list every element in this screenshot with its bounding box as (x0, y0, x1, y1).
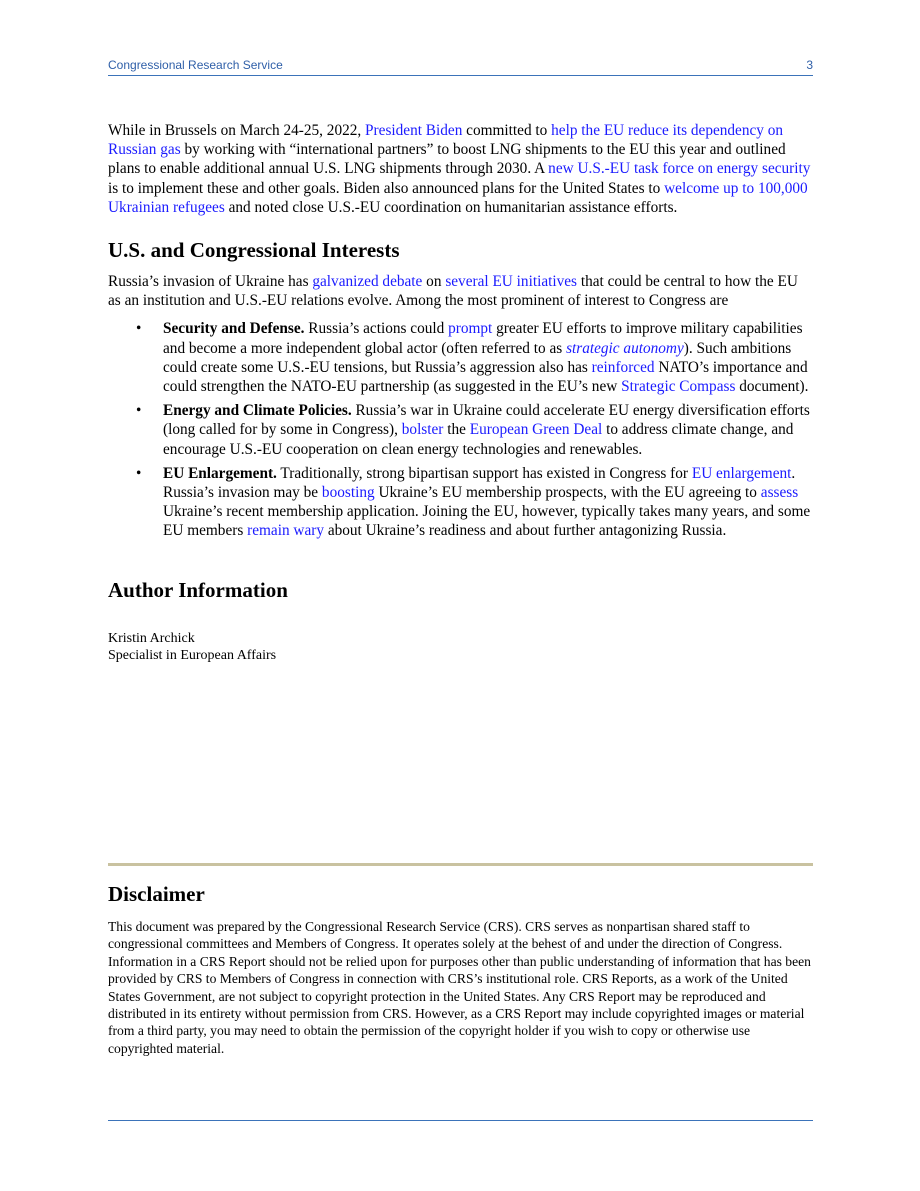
bullet-text: greater EU efforts to improve military capabilities and become a more independent global actor (often referred to as (163, 320, 803, 357)
bullet-text: to address climate change, and encourage U.S.-EU cooperation on clean energy technologies and renewables. (163, 421, 794, 458)
bullet-security-defense (136, 319, 813, 396)
section-heading-disclaimer: Disclaimer (108, 882, 205, 906)
link-remain-wary[interactable]: remain wary (247, 522, 324, 540)
header-org-name: Congressional Research Service (108, 58, 283, 72)
bullet-dot-icon: • (136, 464, 142, 482)
bullet-eu-enlargement (136, 464, 813, 541)
bullet-text: document). (735, 378, 809, 396)
link-galvanized-debate[interactable]: galvanized debate (312, 273, 423, 291)
bullet-title: Energy and Climate Policies. (163, 402, 352, 420)
interests-text-2: on (422, 273, 446, 291)
interests-text-1: Russia’s invasion of Ukraine has (108, 273, 313, 291)
link-reinforced[interactable]: reinforced (591, 358, 655, 376)
link-eu-initiatives[interactable]: several EU initiatives (445, 273, 577, 291)
bullet-text: Russia’s actions could (304, 320, 449, 338)
disclaimer-divider (108, 863, 813, 866)
intro-text-4: is to implement these and other goals. Biden also announced plans for the United States to (108, 179, 665, 197)
link-assess[interactable]: assess (760, 484, 799, 502)
link-european-green-deal[interactable]: European Green Deal (469, 421, 603, 439)
link-bolster[interactable]: bolster (401, 421, 444, 439)
footer-rule (108, 1120, 813, 1121)
link-boosting[interactable]: boosting (321, 484, 375, 502)
intro-paragraph (108, 121, 813, 217)
main-content (108, 121, 813, 665)
bullet-text: Ukraine’s EU membership prospects, with the EU agreeing to (374, 484, 761, 502)
intro-text-1: While in Brussels on March 24-25, 2022, (108, 122, 366, 139)
author-title: Specialist in European Affairs (108, 648, 277, 664)
bullet-dot-icon: • (136, 320, 142, 338)
page-header (108, 58, 813, 76)
bullet-text: Traditionally, strong bipartisan support has existed in Congress for (276, 464, 692, 482)
intro-text-3: by working with “international partners” to boost LNG shipments to the EU this year and outlined plans to enable additional annual U.S. LNG shipments through 2030. A (108, 141, 786, 178)
bullet-text: ). Such ambitions could create some U.S.-EU tensions, but Russia’s aggression also has (163, 339, 792, 376)
section-heading-interests: U.S. and Congressional Interests (108, 238, 400, 263)
link-strategic-autonomy-text: strategic autonomy (566, 339, 684, 357)
bullet-text: NATO’s importance and could strengthen the NATO-EU partnership (as suggested in the EU’s new (163, 358, 808, 396)
disclaimer-section (108, 881, 813, 1057)
link-prompt[interactable]: prompt (448, 320, 493, 338)
link-reduce-dependency[interactable]: help the EU reduce its dependency on Russian gas (108, 122, 784, 159)
interests-text-3: that could be central to how the EU as an institution and U.S.-EU relations evolve. Among the most prominent of interest to Congress are (108, 273, 798, 310)
link-task-force[interactable]: new U.S.-EU task force on energy security (548, 160, 811, 178)
author-name: Kristin Archick (108, 630, 195, 646)
link-strategic-compass[interactable]: Strategic Compass (621, 378, 736, 396)
bullet-energy-climate (136, 401, 813, 459)
link-president-biden[interactable]: President Biden (365, 122, 463, 139)
author-block (108, 630, 813, 665)
bullet-title: Security and Defense. (163, 320, 305, 338)
link-refugees[interactable]: welcome up to 100,000 Ukrainian refugees (108, 179, 808, 216)
page-number: 3 (806, 58, 813, 72)
intro-text-5: and noted close U.S.-EU coordination on humanitarian assistance efforts. (224, 198, 678, 216)
bullet-title: EU Enlargement. (163, 464, 277, 482)
intro-text-2: committed to (462, 122, 552, 139)
disclaimer-text: This document was prepared by the Congressional Research Service (CRS). CRS serves as nonpartisan shared staff to congressional committees and Members of Congress. It operates solely at the behest of and under the direction of Congress. Information in a CRS Report should not be relied upon for purposes other than public understanding of information that has been provided by CRS to Members of Congress in connection with CRS’s institutional role. CRS Reports, as a work of the United States Government, are not subject to copyright protection in the United States. Any CRS Report may be reproduced and distributed in its entirety without permission from CRS. However, as a CRS Report may include copyrighted images or material from a third party, you may need to obtain the permission of the copyright holder if you wish to copy or otherwise use copyrighted material. (108, 919, 811, 1056)
bullet-text: Russia’s war in Ukraine could accelerate EU energy diversification efforts (long called for by some in Congress), (163, 402, 810, 439)
bullet-text: Ukraine’s recent membership application. Joining the EU, however, typically takes many years, and some EU members (163, 503, 811, 540)
bullet-text: about Ukraine’s readiness and about further antagonizing Russia. (324, 522, 727, 540)
bullet-text: . Russia’s invasion may be (163, 464, 796, 502)
bullet-text: the (443, 421, 470, 439)
interests-paragraph (108, 272, 813, 310)
section-heading-author: Author Information (108, 577, 288, 602)
link-strategic-autonomy[interactable] (566, 340, 684, 357)
bullet-dot-icon: • (136, 402, 142, 420)
interests-bullet-list (108, 319, 813, 540)
link-eu-enlargement[interactable]: EU enlargement (691, 464, 792, 482)
